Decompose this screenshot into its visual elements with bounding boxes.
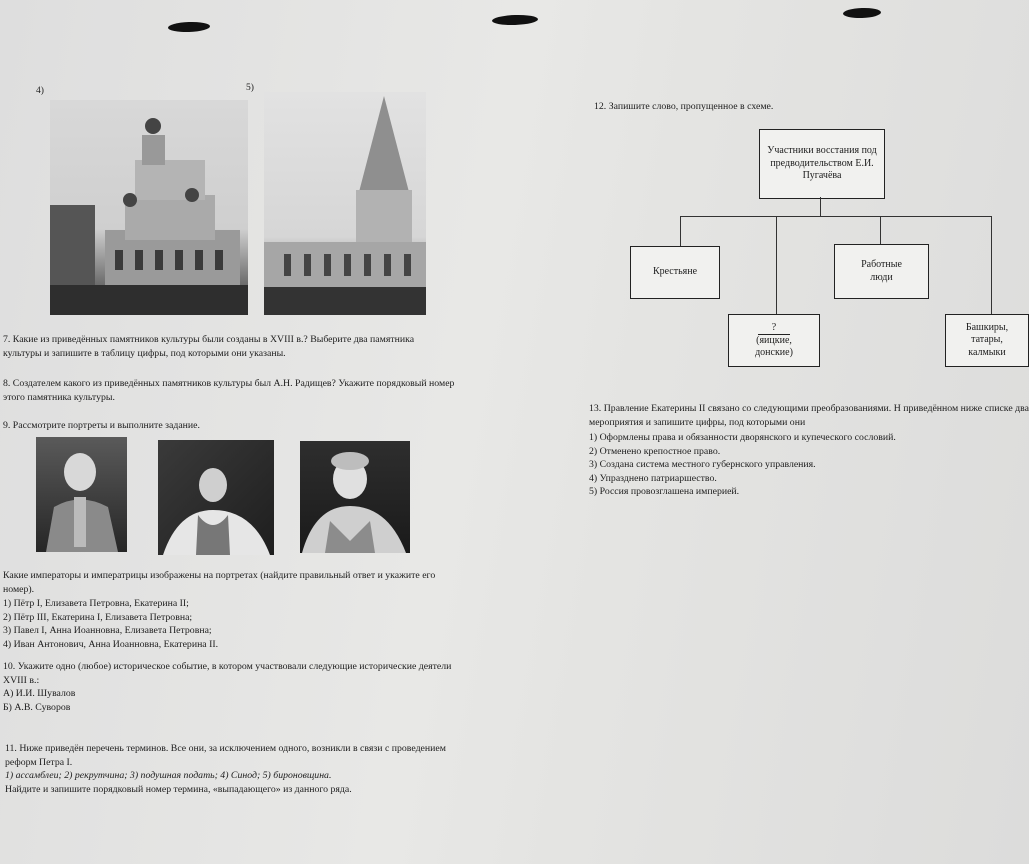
- question-13-options: [589, 431, 1029, 499]
- question-11-task: Найдите и запишите порядковый номер термина, «выпадающего» из данного ряда.: [5, 784, 352, 795]
- option: 5) Россия провозглашена империей.: [589, 486, 740, 497]
- portrait-3: [300, 441, 410, 553]
- option: 4) Иван Антонович, Анна Иоанновна, Екатерина II.: [3, 638, 219, 650]
- option: 1) Оформлены права и обязанности дворянского и купеческого сословий.: [589, 432, 896, 443]
- connector: [776, 216, 777, 314]
- scheme-root-box: [759, 129, 885, 199]
- option: 3) Создана система местного губернского управления.: [589, 459, 816, 470]
- question-9-options: [3, 597, 455, 651]
- scheme-node-peoples: [945, 314, 1029, 367]
- option: 1) Пётр I, Елизавета Петровна, Екатерина II;: [3, 598, 189, 609]
- option: 3) Павел I, Анна Иоанновна, Елизавета Петровна;: [3, 625, 212, 636]
- scheme-node-unknown-text: (яицкие, донские): [755, 334, 793, 358]
- scheme-node-workers: [834, 244, 929, 299]
- scheme-node-peoples-text: Башкиры, татары, калмыки: [965, 321, 1009, 358]
- scheme-node-workers-text: Работные люди: [861, 259, 902, 283]
- question-7: 7. Какие из приведённых памятников культуры были созданы в XVIII в.? Выберите два памятника культуры и запишите в таблицу цифры, под которыми они указаны.: [3, 334, 415, 359]
- image-4-label: 4): [36, 86, 44, 96]
- question-8: 8. Создателем какого из приведённых памятников культуры был А.Н. Радищев? Укажите порядковый номер этого памятника культуры.: [3, 378, 455, 403]
- scheme-node-peasants-text: Крестьяне: [652, 266, 698, 278]
- question-10-b: Б) А.В. Суворов: [3, 702, 71, 713]
- connector: [820, 197, 821, 216]
- option: 4) Упразднено патриаршество.: [589, 472, 717, 484]
- scheme-root-text: Участники восстания под предводительством Е.И. Пугачёва: [767, 145, 877, 182]
- connector: [991, 216, 992, 314]
- question-11: 11. Ниже приведён перечень терминов. Все они, за исключением одного, возникли в связи с проведением реформ Петра I.: [5, 743, 446, 768]
- option: 2) Отменено крепостное право.: [589, 445, 721, 457]
- connector: [680, 216, 681, 246]
- question-10: 10. Укажите одно (любое) историческое событие, в котором участвовали следующие исторические деятели XVIII в.:: [3, 661, 452, 686]
- question-10-a: А) И.И. Шувалов: [3, 688, 76, 699]
- portrait-1: [36, 437, 127, 552]
- question-9-prompt: Какие императоры и императрицы изображены на портретах (найдите правильный ответ и укажите его номер).: [3, 570, 436, 595]
- connector: [680, 216, 992, 217]
- connector: [880, 216, 881, 244]
- option: 2) Пётр III, Екатерина I, Елизавета Петровна;: [3, 611, 193, 623]
- question-11-terms: 1) ассамблеи; 2) рекрутчина; 3) подушная подать; 4) Синод; 5) бироновщина.: [5, 770, 332, 781]
- scheme-unknown-mark: ?: [758, 322, 790, 335]
- church-photo-4: [50, 100, 248, 315]
- question-12: 12. Запишите слово, пропущенное в схеме.: [594, 101, 774, 112]
- image-5-label: 5): [246, 83, 254, 93]
- redaction-mark: [168, 21, 210, 32]
- question-13: 13. Правление Екатерины II связано со следующими преобразованиями. Н приведённом ниже списке два мероприятия и запишите цифры, под которыми они: [589, 403, 1029, 428]
- scheme-node-peasants: [630, 246, 720, 299]
- redaction-mark: [843, 7, 881, 18]
- scheme-node-unknown: [728, 314, 820, 367]
- church-photo-5: [264, 92, 426, 315]
- redaction-mark: [492, 14, 538, 26]
- portrait-2: [158, 440, 274, 555]
- question-9: 9. Рассмотрите портреты и выполните задание.: [3, 420, 200, 431]
